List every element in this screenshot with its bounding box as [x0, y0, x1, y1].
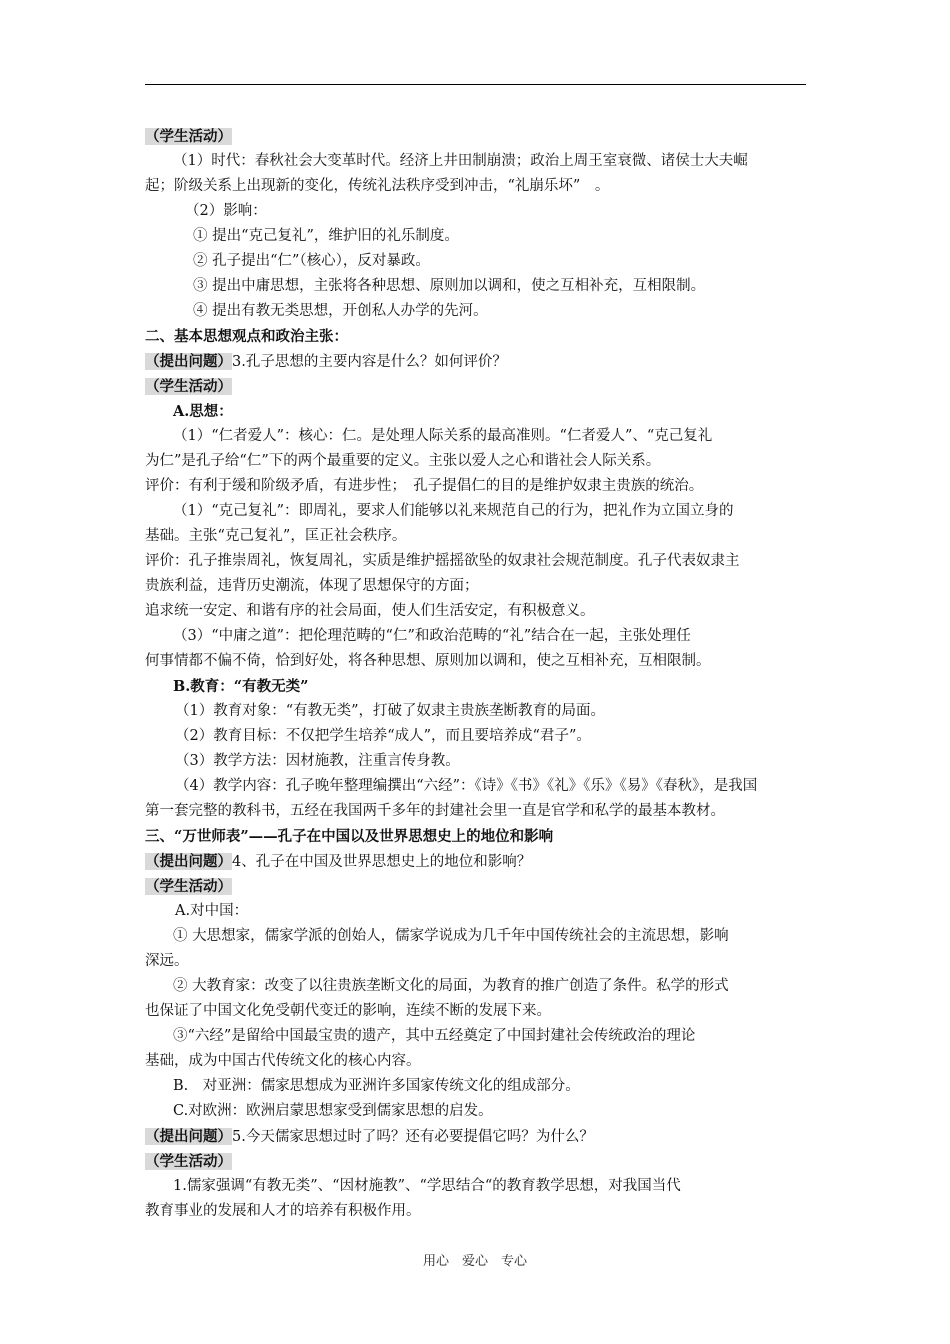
- china-item-3-line-2: 基础，成为中国古代传统文化的核心内容。: [145, 1053, 421, 1069]
- china-item-1-line-2: 深远。: [145, 953, 189, 969]
- activity-label-3: （学生活动）: [145, 878, 232, 895]
- question-3: （提出问题）3.孔子思想的主要内容是什么？如何评价？: [145, 353, 507, 370]
- document-body: [145, 124, 806, 1224]
- question-5: （提出问题）5.今天儒家思想过时了吗？还有必要提倡它吗？为什么？: [145, 1128, 594, 1145]
- ren-paragraph-line-1: （1）“仁者爱人”：核心：仁。是处理人际关系的最高准则。“仁者爱人”、“克己复礼: [173, 428, 713, 444]
- activity-label-2: （学生活动）: [145, 378, 232, 395]
- zhongyong-line-2: 何事情都不偏不倚，恰到好处，将各种思想、原则加以调和，使之互相补充，互相限制。: [145, 653, 711, 669]
- education-item-2: （2）教育目标：不仅把学生培养“成人”，而且要培养成“君子”。: [175, 728, 591, 744]
- li-evaluation-line-1: 评价：孔子推崇周礼，恢复周礼，实质是维护摇摇欲坠的奴隶社会规范制度。孔子代表奴隶主: [145, 553, 740, 569]
- education-item-1: （1）教育对象：“有教无类”，打破了奴隶主贵族垄断教育的局面。: [175, 703, 606, 719]
- li-evaluation-line-3: 追求统一安定、和谐有序的社会局面，使人们生活安定，有积极意义。: [145, 603, 595, 619]
- thought-heading: A.思想：: [173, 403, 233, 420]
- influence-item-1: ① 提出“克己复礼”，维护旧的礼乐制度。: [193, 228, 459, 244]
- section-three-heading: 三、“万世师表”——孔子在中国以及世界思想史上的地位和影响: [145, 828, 554, 845]
- ren-paragraph-line-2: 为仁”是孔子给“仁”下的两个最重要的定义。主张以爱人之心和谐社会人际关系。: [145, 453, 661, 469]
- china-item-2-line-2: 也保证了中国文化免受朝代变迁的影响，连续不断的发展下来。: [145, 1003, 551, 1019]
- activity-label-1: （学生活动）: [145, 128, 232, 145]
- answer-1-line-1: 1.儒家强调“有教无类”、“因材施教”、“学思结合“的教育教学思想，对我国当代: [173, 1178, 681, 1194]
- europe-item: C.对欧洲：欧洲启蒙思想家受到儒家思想的启发。: [173, 1103, 493, 1119]
- education-heading: B.教育：“有教无类”: [173, 678, 309, 695]
- li-paragraph-line-1: （1）“克己复礼”：即周礼，要求人们能够以礼来规范自己的行为，把礼作为立国立身的: [173, 503, 734, 519]
- education-item-4-line-1: （4）教学内容：孔子晚年整理编撰出“六经”：《诗》《书》《礼》《乐》《易》《春秋》，是我国: [175, 778, 758, 794]
- education-item-4-line-2: 第一套完整的教科书，五经在我国两千多年的封建社会里一直是官学和私学的最基本教材。: [145, 803, 725, 819]
- li-evaluation-line-2: 贵族利益，违背历史潮流，体现了思想保守的方面；: [145, 578, 479, 594]
- answer-1-line-2: 教育事业的发展和人才的培养有积极作用。: [145, 1203, 421, 1219]
- china-item-3-line-1: ③“六经”是留给中国最宝贵的遗产，其中五经奠定了中国封建社会传统政治的理论: [173, 1028, 696, 1044]
- header-rule: [145, 84, 806, 85]
- page-footer: 用心 爱心 专心: [422, 1254, 527, 1269]
- china-heading: A.对中国：: [175, 903, 249, 919]
- influence-heading: （2）影响：: [185, 203, 267, 219]
- asia-item: B. 对亚洲：儒家思想成为亚洲许多国家传统文化的组成部分。: [173, 1078, 580, 1094]
- activity-label-4: （学生活动）: [145, 1153, 232, 1170]
- influence-item-2: ② 孔子提出“仁”（核心），反对暴政。: [193, 253, 430, 269]
- education-item-3: （3）教学方法：因材施教，注重言传身教。: [175, 753, 460, 769]
- influence-item-4: ④ 提出有教无类思想，开创私人办学的先河。: [193, 303, 488, 319]
- zhongyong-line-1: （3）“中庸之道”：把伦理范畴的“仁”和政治范畴的“礼”结合在一起，主张处理任: [173, 628, 691, 644]
- china-item-1-line-1: ① 大思想家，儒家学派的创始人，儒家学说成为几千年中国传统社会的主流思想，影响: [173, 928, 729, 944]
- question-4: （提出问题）4、孔子在中国及世界思想史上的地位和影响？: [145, 853, 532, 870]
- ren-evaluation: 评价：有利于缓和阶级矛盾，有进步性； 孔子提倡仁的目的是维护奴隶主贵族的统治。: [145, 478, 704, 494]
- era-paragraph-line-2: 起；阶级关系上出现新的变化，传统礼法秩序受到冲击，“礼崩乐坏” 。: [145, 178, 610, 194]
- li-paragraph-line-2: 基础。主张“克己复礼”，匡正社会秩序。: [145, 528, 407, 544]
- china-item-2-line-1: ② 大教育家：改变了以往贵族垄断文化的局面，为教育的推广创造了条件。私学的形式: [173, 978, 729, 994]
- era-paragraph-line-1: （1）时代：春秋社会大变革时代。经济上井田制崩溃；政治上周王室衰微、诸侯士大夫崛: [173, 153, 748, 169]
- section-two-heading: 二、基本思想观点和政治主张：: [145, 328, 348, 345]
- influence-item-3: ③ 提出中庸思想，主张将各种思想、原则加以调和，使之互相补充，互相限制。: [193, 278, 706, 294]
